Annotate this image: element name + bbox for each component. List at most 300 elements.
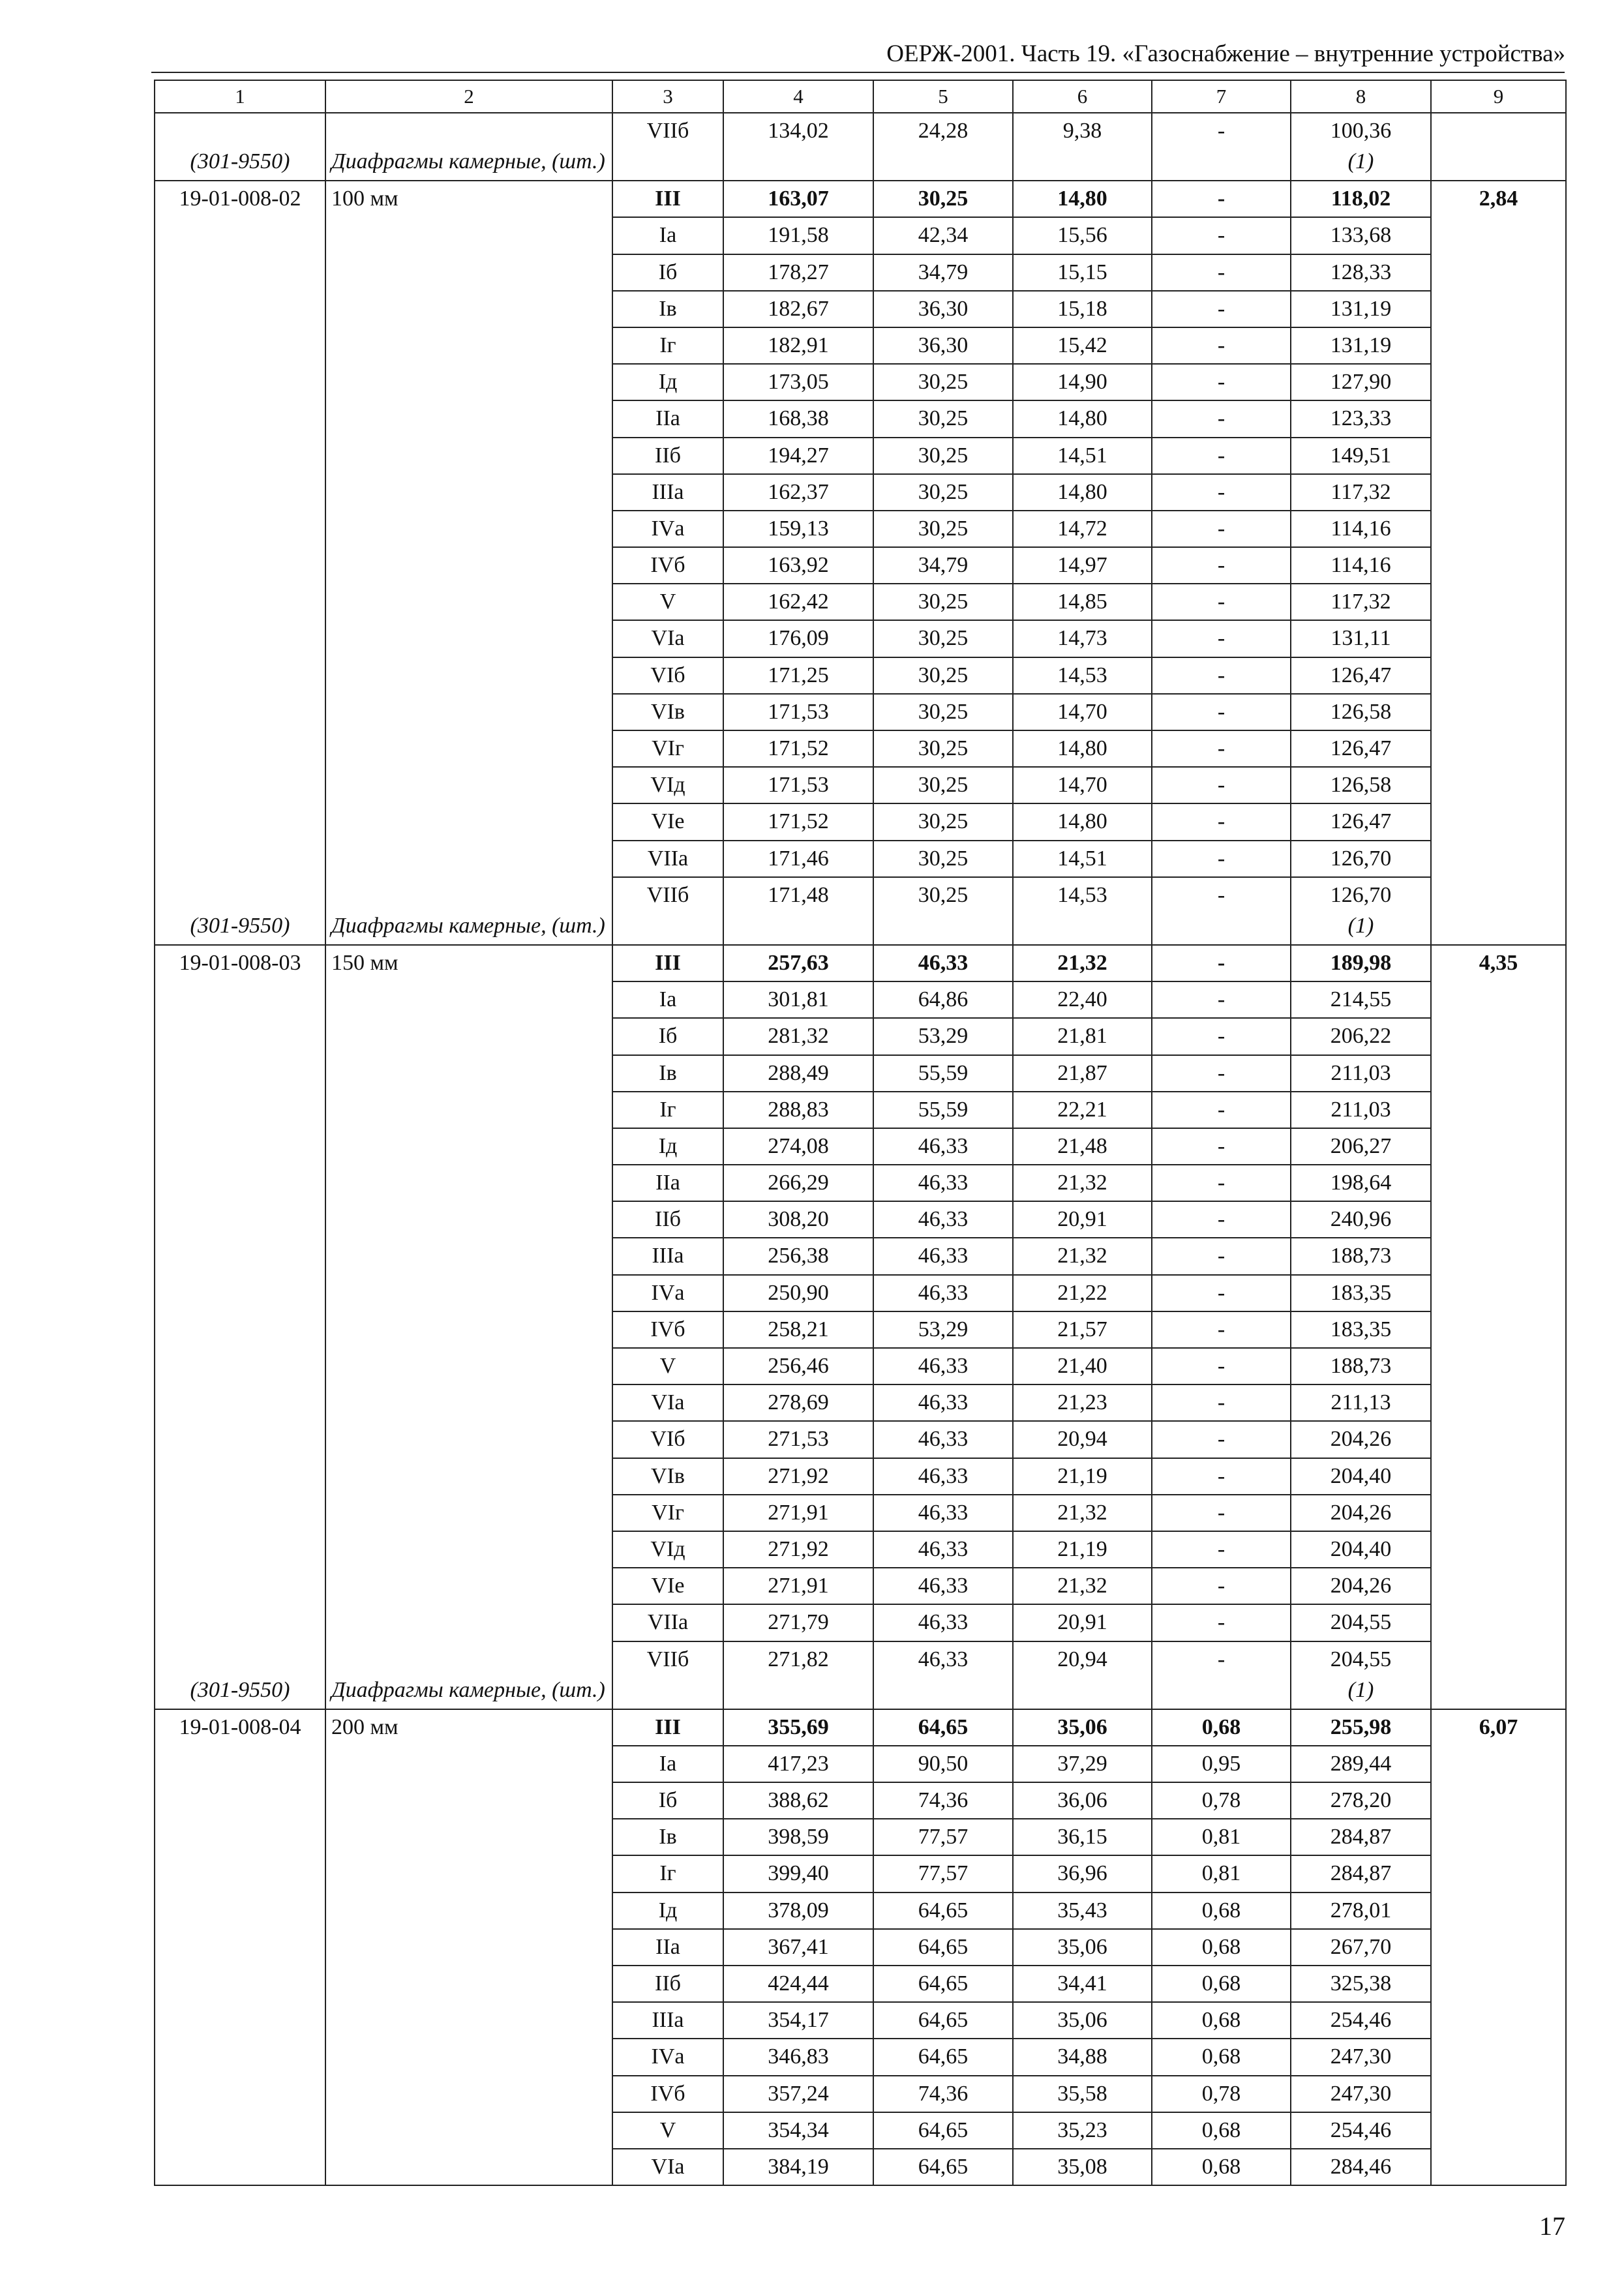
materials-cost-cell: 131,19 — [1291, 327, 1431, 364]
rate-code-cell — [155, 1531, 325, 1568]
rate-code-cell — [155, 1055, 325, 1092]
labor-hours-cell — [1431, 2149, 1566, 2185]
labor-hours-cell — [1431, 291, 1566, 327]
rate-code-cell — [155, 1384, 325, 1421]
direct-cost-cell: 354,17 — [723, 2002, 873, 2039]
machine-cost-cell: 21,81 — [1013, 1018, 1152, 1055]
machine-cost-cell: 14,70 — [1013, 694, 1152, 730]
table-row — [155, 254, 1566, 291]
table-row — [155, 327, 1566, 364]
rate-code-cell — [155, 1018, 325, 1055]
labor-hours-cell — [1431, 1421, 1566, 1458]
direct-cost-cell: 266,29 — [723, 1165, 873, 1201]
materials-cost-cell: 278,20 — [1291, 1782, 1431, 1819]
note-empty-cell — [1152, 149, 1291, 181]
work-name-cell — [325, 620, 612, 657]
machine-cost-cell: 21,32 — [1013, 1238, 1152, 1274]
materials-cost-cell: 247,30 — [1291, 2076, 1431, 2112]
work-name-cell — [325, 694, 612, 730]
table-row — [155, 474, 1566, 511]
direct-cost-cell: 171,53 — [723, 694, 873, 730]
materials-cost-cell: 254,46 — [1291, 2112, 1431, 2149]
materials-cost-cell: 188,73 — [1291, 1348, 1431, 1384]
direct-cost-cell: 278,69 — [723, 1384, 873, 1421]
operator-wage-cell: 0,81 — [1152, 1819, 1291, 1855]
materials-cost-cell: 254,46 — [1291, 2002, 1431, 2039]
rate-code-cell — [155, 400, 325, 437]
column-header: 9 — [1431, 80, 1566, 113]
direct-cost-cell: 271,92 — [723, 1458, 873, 1495]
labor-cost-cell: 36,30 — [873, 327, 1013, 364]
work-name-cell — [325, 1092, 612, 1128]
operator-wage-cell: - — [1152, 1531, 1291, 1568]
table-row — [155, 841, 1566, 877]
labor-hours-cell — [1431, 1348, 1566, 1384]
materials-cost-cell: 284,46 — [1291, 2149, 1431, 2185]
table-row — [155, 767, 1566, 803]
direct-cost-cell: 288,83 — [723, 1092, 873, 1128]
labor-hours-cell — [1431, 547, 1566, 584]
operator-wage-cell: - — [1152, 547, 1291, 584]
table-row — [155, 113, 1566, 149]
zone-cell: IIа — [612, 400, 723, 437]
labor-hours-cell — [1431, 1929, 1566, 1966]
labor-cost-cell: 55,59 — [873, 1092, 1013, 1128]
work-name-cell — [325, 1819, 612, 1855]
materials-cost-cell: 240,96 — [1291, 1201, 1431, 1238]
labor-hours-cell — [1431, 474, 1566, 511]
table-row — [155, 1018, 1566, 1055]
direct-cost-cell: 171,46 — [723, 841, 873, 877]
rate-code-cell — [155, 981, 325, 1018]
direct-cost-cell: 354,34 — [723, 2112, 873, 2149]
machine-cost-cell: 14,90 — [1013, 364, 1152, 400]
operator-wage-cell: - — [1152, 1128, 1291, 1165]
work-name-cell — [325, 1275, 612, 1311]
materials-cost-cell: 131,11 — [1291, 620, 1431, 657]
table-row — [155, 1055, 1566, 1092]
labor-hours-cell — [1431, 1165, 1566, 1201]
work-name-cell — [325, 364, 612, 400]
labor-cost-cell: 46,33 — [873, 1458, 1013, 1495]
rate-code-cell — [155, 364, 325, 400]
zone-cell: VIIб — [612, 877, 723, 913]
work-name-cell — [325, 730, 612, 767]
labor-cost-cell: 77,57 — [873, 1855, 1013, 1892]
header-rule — [151, 72, 1565, 73]
operator-wage-cell: - — [1152, 327, 1291, 364]
direct-cost-cell: 171,52 — [723, 803, 873, 840]
work-name-cell — [325, 1495, 612, 1531]
materials-cost-cell: 123,33 — [1291, 400, 1431, 437]
operator-wage-cell: 0,68 — [1152, 2002, 1291, 2039]
table-row — [155, 1855, 1566, 1892]
machine-cost-cell: 14,51 — [1013, 438, 1152, 474]
work-name-cell: 150 мм — [325, 945, 612, 981]
direct-cost-cell: 388,62 — [723, 1782, 873, 1819]
rate-code-cell — [155, 254, 325, 291]
note-empty-cell — [1013, 1677, 1152, 1709]
zone-cell: Iа — [612, 217, 723, 254]
column-header: 6 — [1013, 80, 1152, 113]
zone-cell: Iд — [612, 364, 723, 400]
zone-cell: VIе — [612, 1568, 723, 1604]
work-name-cell — [325, 1568, 612, 1604]
table-row — [155, 1531, 1566, 1568]
zone-cell: IIIа — [612, 1238, 723, 1274]
zone-cell: IVа — [612, 511, 723, 547]
labor-cost-cell: 30,25 — [873, 841, 1013, 877]
operator-wage-cell: - — [1152, 730, 1291, 767]
machine-cost-cell: 34,88 — [1013, 2039, 1152, 2075]
machine-cost-cell: 20,91 — [1013, 1604, 1152, 1641]
materials-cost-cell: 284,87 — [1291, 1819, 1431, 1855]
operator-wage-cell: - — [1152, 474, 1291, 511]
operator-wage-cell: - — [1152, 620, 1291, 657]
direct-cost-cell: 271,79 — [723, 1604, 873, 1641]
labor-hours-cell — [1431, 327, 1566, 364]
zone-cell: V — [612, 584, 723, 620]
labor-hours-cell — [1431, 1966, 1566, 2002]
resource-note-row — [155, 1677, 1566, 1709]
table-row — [155, 1128, 1566, 1165]
direct-cost-cell: 163,92 — [723, 547, 873, 584]
rate-code-cell — [155, 547, 325, 584]
labor-hours-cell — [1431, 1782, 1566, 1819]
table-row — [155, 1421, 1566, 1458]
direct-cost-cell: 271,91 — [723, 1495, 873, 1531]
column-header: 2 — [325, 80, 612, 113]
direct-cost-cell: 159,13 — [723, 511, 873, 547]
labor-cost-cell: 46,33 — [873, 1128, 1013, 1165]
operator-wage-cell: - — [1152, 945, 1291, 981]
table-row — [155, 1782, 1566, 1819]
operator-wage-cell: - — [1152, 1018, 1291, 1055]
work-name-cell — [325, 327, 612, 364]
zone-cell: V — [612, 1348, 723, 1384]
table-row — [155, 584, 1566, 620]
zone-cell: IIб — [612, 1966, 723, 2002]
zone-cell: Iг — [612, 1092, 723, 1128]
work-name-cell — [325, 767, 612, 803]
direct-cost-cell: 301,81 — [723, 981, 873, 1018]
table-row — [155, 1746, 1566, 1782]
table-row — [155, 1819, 1566, 1855]
direct-cost-cell: 424,44 — [723, 1966, 873, 2002]
machine-cost-cell: 20,94 — [1013, 1641, 1152, 1677]
rate-code-cell — [155, 620, 325, 657]
table-row — [155, 181, 1566, 217]
note-empty-cell — [873, 149, 1013, 181]
price-table — [154, 80, 1567, 2186]
materials-cost-cell: 149,51 — [1291, 438, 1431, 474]
machine-cost-cell: 35,23 — [1013, 2112, 1152, 2149]
operator-wage-cell: - — [1152, 1165, 1291, 1201]
table-row — [155, 2076, 1566, 2112]
note-empty-cell — [612, 913, 723, 945]
labor-hours-cell: 6,07 — [1431, 1709, 1566, 1746]
resource-code: (301-9550) — [155, 913, 325, 945]
direct-cost-cell: 346,83 — [723, 2039, 873, 2075]
labor-hours-cell — [1431, 1893, 1566, 1929]
table-row — [155, 1165, 1566, 1201]
direct-cost-cell: 134,02 — [723, 113, 873, 149]
labor-cost-cell: 30,25 — [873, 730, 1013, 767]
rate-code-cell — [155, 1966, 325, 2002]
operator-wage-cell: - — [1152, 767, 1291, 803]
table-row — [155, 1966, 1566, 2002]
rate-code-cell — [155, 217, 325, 254]
materials-cost-cell: 126,58 — [1291, 767, 1431, 803]
materials-cost-cell: 247,30 — [1291, 2039, 1431, 2075]
zone-cell: VIв — [612, 694, 723, 730]
labor-cost-cell: 46,33 — [873, 1384, 1013, 1421]
rate-code-cell: 19-01-008-03 — [155, 945, 325, 981]
rate-code-cell — [155, 1782, 325, 1819]
zone-cell: Iб — [612, 1018, 723, 1055]
labor-hours-cell — [1431, 1055, 1566, 1092]
table-group — [155, 945, 1566, 1709]
materials-cost-cell: 133,68 — [1291, 217, 1431, 254]
materials-cost-cell: 126,47 — [1291, 803, 1431, 840]
direct-cost-cell: 163,07 — [723, 181, 873, 217]
note-empty-cell — [612, 1677, 723, 1709]
note-empty-cell — [723, 1677, 873, 1709]
direct-cost-cell: 182,67 — [723, 291, 873, 327]
labor-hours-cell — [1431, 511, 1566, 547]
direct-cost-cell: 194,27 — [723, 438, 873, 474]
rate-code-cell — [155, 1819, 325, 1855]
labor-hours-cell — [1431, 1384, 1566, 1421]
operator-wage-cell: - — [1152, 694, 1291, 730]
table-row — [155, 547, 1566, 584]
direct-cost-cell: 176,09 — [723, 620, 873, 657]
direct-cost-cell: 182,91 — [723, 327, 873, 364]
labor-cost-cell: 74,36 — [873, 2076, 1013, 2112]
machine-cost-cell: 35,58 — [1013, 2076, 1152, 2112]
direct-cost-cell: 271,91 — [723, 1568, 873, 1604]
machine-cost-cell: 36,96 — [1013, 1855, 1152, 1892]
labor-hours-cell — [1431, 217, 1566, 254]
labor-cost-cell: 30,25 — [873, 803, 1013, 840]
document-header: ОЕРЖ-2001. Часть 19. «Газоснабжение – внутренние устройства» — [886, 40, 1565, 67]
labor-hours-cell — [1431, 2039, 1566, 2075]
machine-cost-cell: 14,53 — [1013, 877, 1152, 913]
labor-hours-cell — [1431, 657, 1566, 694]
labor-hours-cell — [1431, 1311, 1566, 1348]
direct-cost-cell: 162,37 — [723, 474, 873, 511]
operator-wage-cell: - — [1152, 217, 1291, 254]
direct-cost-cell: 274,08 — [723, 1128, 873, 1165]
labor-cost-cell: 77,57 — [873, 1819, 1013, 1855]
table-row — [155, 400, 1566, 437]
direct-cost-cell: 398,59 — [723, 1819, 873, 1855]
work-name-cell — [325, 1238, 612, 1274]
labor-cost-cell: 30,25 — [873, 620, 1013, 657]
materials-cost-cell: 211,13 — [1291, 1384, 1431, 1421]
operator-wage-cell: - — [1152, 584, 1291, 620]
zone-cell: VIг — [612, 1495, 723, 1531]
table-row — [155, 1495, 1566, 1531]
operator-wage-cell: - — [1152, 1201, 1291, 1238]
table-row — [155, 1201, 1566, 1238]
resource-code: (301-9550) — [155, 1677, 325, 1709]
work-name-cell — [325, 2112, 612, 2149]
labor-cost-cell: 34,79 — [873, 254, 1013, 291]
labor-cost-cell: 46,33 — [873, 1604, 1013, 1641]
zone-cell: Iб — [612, 1782, 723, 1819]
direct-cost-cell: 162,42 — [723, 584, 873, 620]
work-name-cell — [325, 438, 612, 474]
operator-wage-cell: - — [1152, 438, 1291, 474]
work-name-cell — [325, 400, 612, 437]
labor-hours-cell — [1431, 1495, 1566, 1531]
labor-cost-cell: 46,33 — [873, 1421, 1013, 1458]
zone-cell: IIIа — [612, 2002, 723, 2039]
machine-cost-cell: 21,32 — [1013, 1568, 1152, 1604]
zone-cell: IVа — [612, 1275, 723, 1311]
table-row — [155, 291, 1566, 327]
rate-code-cell — [155, 1238, 325, 1274]
table-group — [155, 1709, 1566, 2185]
work-name-cell — [325, 1018, 612, 1055]
work-name-cell — [325, 2039, 612, 2075]
labor-cost-cell: 30,25 — [873, 657, 1013, 694]
machine-cost-cell: 21,19 — [1013, 1458, 1152, 1495]
operator-wage-cell: 0,68 — [1152, 1966, 1291, 2002]
labor-cost-cell: 74,36 — [873, 1782, 1013, 1819]
materials-cost-cell: 189,98 — [1291, 945, 1431, 981]
machine-cost-cell: 35,06 — [1013, 1929, 1152, 1966]
labor-cost-cell: 64,86 — [873, 981, 1013, 1018]
work-name-cell — [325, 291, 612, 327]
machine-cost-cell: 14,73 — [1013, 620, 1152, 657]
operator-wage-cell: - — [1152, 113, 1291, 149]
work-name-cell — [325, 1458, 612, 1495]
table-row — [155, 730, 1566, 767]
machine-cost-cell: 36,06 — [1013, 1782, 1152, 1819]
zone-cell: VIа — [612, 620, 723, 657]
work-name-cell — [325, 1384, 612, 1421]
labor-cost-cell: 30,25 — [873, 400, 1013, 437]
work-name-cell — [325, 2076, 612, 2112]
table-row — [155, 1238, 1566, 1274]
zone-cell: VIIб — [612, 1641, 723, 1677]
direct-cost-cell: 357,24 — [723, 2076, 873, 2112]
labor-hours-cell — [1431, 1201, 1566, 1238]
materials-cost-cell: 278,01 — [1291, 1893, 1431, 1929]
table-row — [155, 1384, 1566, 1421]
labor-hours-cell — [1431, 584, 1566, 620]
operator-wage-cell: 0,68 — [1152, 1929, 1291, 1966]
work-name-cell — [325, 1855, 612, 1892]
zone-cell: VIб — [612, 657, 723, 694]
zone-cell: IIб — [612, 438, 723, 474]
direct-cost-cell: 378,09 — [723, 1893, 873, 1929]
work-name-cell — [325, 877, 612, 913]
direct-cost-cell: 191,58 — [723, 217, 873, 254]
direct-cost-cell: 355,69 — [723, 1709, 873, 1746]
direct-cost-cell: 271,92 — [723, 1531, 873, 1568]
labor-hours-cell — [1431, 1238, 1566, 1274]
direct-cost-cell: 257,63 — [723, 945, 873, 981]
labor-cost-cell: 64,65 — [873, 1966, 1013, 2002]
labor-cost-cell: 64,65 — [873, 2002, 1013, 2039]
labor-hours-cell — [1431, 2002, 1566, 2039]
materials-cost-cell: 126,58 — [1291, 694, 1431, 730]
labor-cost-cell: 36,30 — [873, 291, 1013, 327]
labor-cost-cell: 64,65 — [873, 2149, 1013, 2185]
materials-cost-cell: 114,16 — [1291, 547, 1431, 584]
work-name-cell — [325, 1966, 612, 2002]
materials-cost-cell: 126,70 — [1291, 841, 1431, 877]
note-empty-cell — [1431, 149, 1566, 181]
operator-wage-cell: - — [1152, 1641, 1291, 1677]
machine-cost-cell: 21,23 — [1013, 1384, 1152, 1421]
zone-cell: III — [612, 1709, 723, 1746]
materials-cost-cell: 198,64 — [1291, 1165, 1431, 1201]
table-row — [155, 1311, 1566, 1348]
work-name-cell: 200 мм — [325, 1709, 612, 1746]
zone-cell: IIIа — [612, 474, 723, 511]
work-name-cell — [325, 1929, 612, 1966]
direct-cost-cell: 250,90 — [723, 1275, 873, 1311]
table-row — [155, 1604, 1566, 1641]
materials-cost-cell: 117,32 — [1291, 474, 1431, 511]
work-name-cell — [325, 1641, 612, 1677]
materials-cost-cell: 204,55 — [1291, 1604, 1431, 1641]
table-row — [155, 1348, 1566, 1384]
zone-cell: VIIа — [612, 841, 723, 877]
labor-cost-cell: 53,29 — [873, 1311, 1013, 1348]
labor-cost-cell: 30,25 — [873, 438, 1013, 474]
table-row — [155, 2112, 1566, 2149]
note-empty-cell — [1152, 913, 1291, 945]
rate-code-cell — [155, 803, 325, 840]
zone-cell: Iв — [612, 1055, 723, 1092]
labor-cost-cell: 46,33 — [873, 1275, 1013, 1311]
work-name-cell — [325, 474, 612, 511]
rate-code-cell — [155, 1641, 325, 1677]
machine-cost-cell: 14,85 — [1013, 584, 1152, 620]
zone-cell: Iв — [612, 291, 723, 327]
materials-cost-cell: 118,02 — [1291, 181, 1431, 217]
operator-wage-cell: - — [1152, 1458, 1291, 1495]
rate-code-cell — [155, 1165, 325, 1201]
rate-code-cell — [155, 1893, 325, 1929]
labor-cost-cell: 30,25 — [873, 694, 1013, 730]
machine-cost-cell: 21,57 — [1013, 1311, 1152, 1348]
labor-cost-cell: 46,33 — [873, 1641, 1013, 1677]
table-row — [155, 945, 1566, 981]
labor-hours-cell — [1431, 1092, 1566, 1128]
machine-cost-cell: 14,80 — [1013, 803, 1152, 840]
work-name-cell — [325, 1421, 612, 1458]
labor-hours-cell — [1431, 1819, 1566, 1855]
materials-cost-cell: 117,32 — [1291, 584, 1431, 620]
labor-cost-cell: 30,25 — [873, 181, 1013, 217]
table-group — [155, 181, 1566, 945]
operator-wage-cell: - — [1152, 400, 1291, 437]
table-row — [155, 1458, 1566, 1495]
operator-wage-cell: - — [1152, 181, 1291, 217]
materials-cost-cell: 289,44 — [1291, 1746, 1431, 1782]
direct-cost-cell: 417,23 — [723, 1746, 873, 1782]
labor-hours-cell — [1431, 767, 1566, 803]
operator-wage-cell: - — [1152, 1495, 1291, 1531]
operator-wage-cell: 0,95 — [1152, 1746, 1291, 1782]
labor-hours-cell — [1431, 1458, 1566, 1495]
